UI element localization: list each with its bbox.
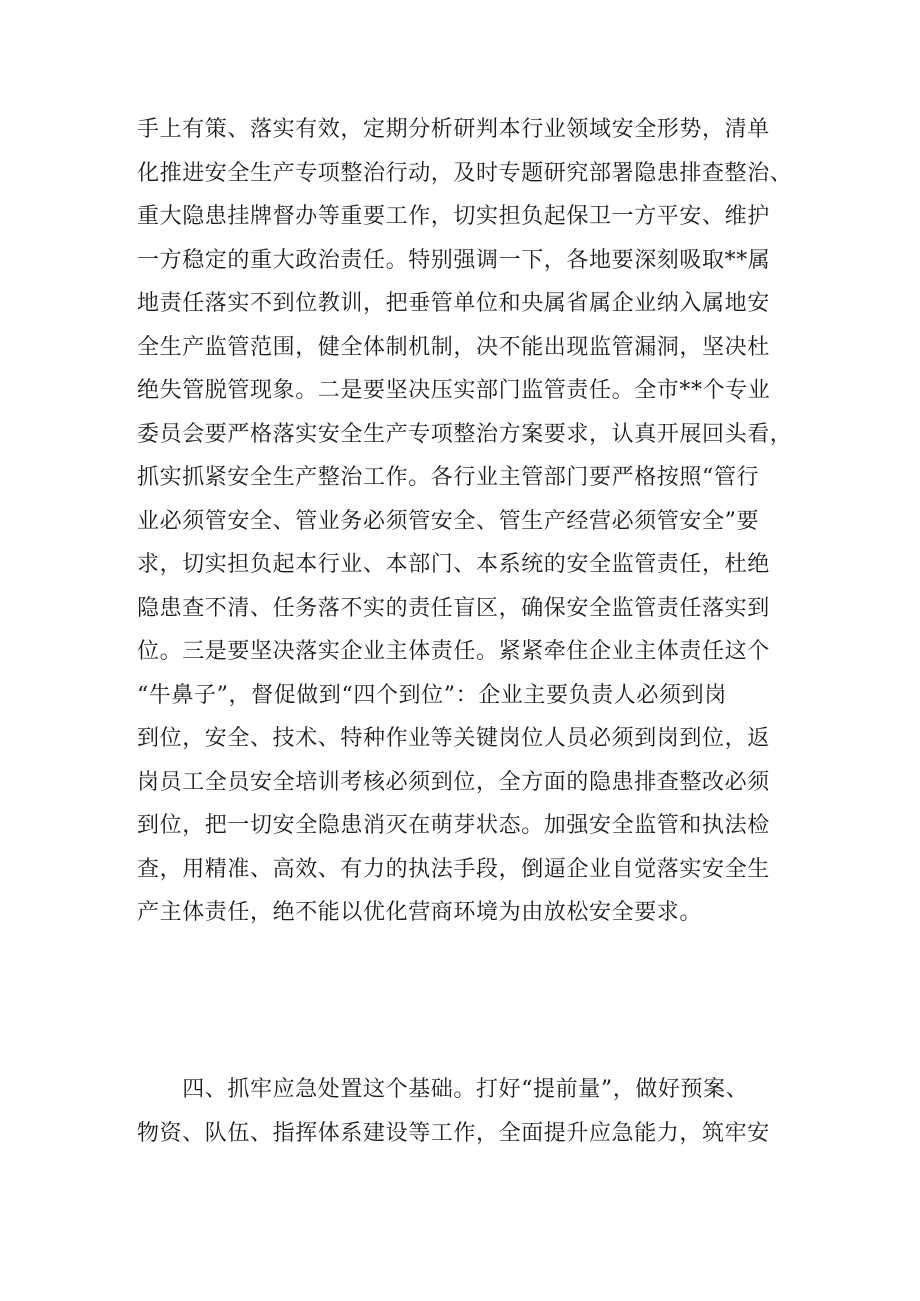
text-line: 全生产监管范围，健全体制机制，决不能出现监管漏洞，坚决杜 [137,334,770,360]
text-line: 手上有策、落实有效，定期分析研判本行业领域安全形势，清单 [137,117,770,142]
body-paragraph-1 [137,108,797,935]
text-line: 求，切实担负起本行业、本部门、本系统的安全监管责任，杜绝 [137,552,770,577]
text-line: 业必须管安全、管业务必须管安全、管生产经营必须管安全”要 [137,508,760,534]
text-line: 产主体责任，绝不能以优化营商环境为由放松安全要求。 [137,900,703,925]
text-line: 隐患查不清、任务落不实的责任盲区，确保安全监管责任落实到 [137,595,770,621]
text-line: 位。三是要坚决落实企业主体责任。紧紧牵住企业主体责任这个 [137,639,770,664]
text-line: 重大隐患挂牌督办等重要工作，切实担负起保卫一方平安、维护 [137,204,770,229]
text-line: 物资、队伍、指挥体系建设等工作，全面提升应急能力，筑牢安 [137,1120,770,1146]
text-line: 一方稳定的重大政治责任。特别强调一下，各地要深刻吸取**属 [137,247,771,273]
text-line: 查，用精准、高效、有力的执法手段，倒逼企业自觉落实安全生 [137,856,770,882]
text-line: “牛鼻子”，督促做到“四个到位”：企业主要负责人必须到岗 [137,682,727,708]
text-line: 到位，把一切安全隐患消灭在萌芽状态。加强安全监管和执法检 [137,813,770,838]
text-line: 四、抓牢应急处置这个基础。打好“提前量”，做好预案、 [137,1077,749,1102]
text-line: 绝失管脱管现象。二是要坚决压实部门监管责任。全市**个专业 [137,378,771,403]
text-line: 岗员工全员安全培训考核必须到位，全方面的隐患排查整改必须 [137,769,770,795]
text-line: 化推进安全生产专项整治行动，及时专题研究部署隐患排查整治、 [137,160,793,186]
text-line: 到位，安全、技术、特种作业等关键岗位人员必须到岗到位，返 [137,726,770,751]
text-line: 抓实抓紧安全生产整治工作。各行业主管部门要严格按照“管行 [137,465,760,490]
body-paragraph-2 [137,1068,797,1155]
text-line: 委员会要严格落实安全生产专项整治方案要求，认真开展回头看， [137,421,793,447]
text-line: 地责任落实不到位教训，把垂管单位和央属省属企业纳入属地安 [137,291,770,316]
